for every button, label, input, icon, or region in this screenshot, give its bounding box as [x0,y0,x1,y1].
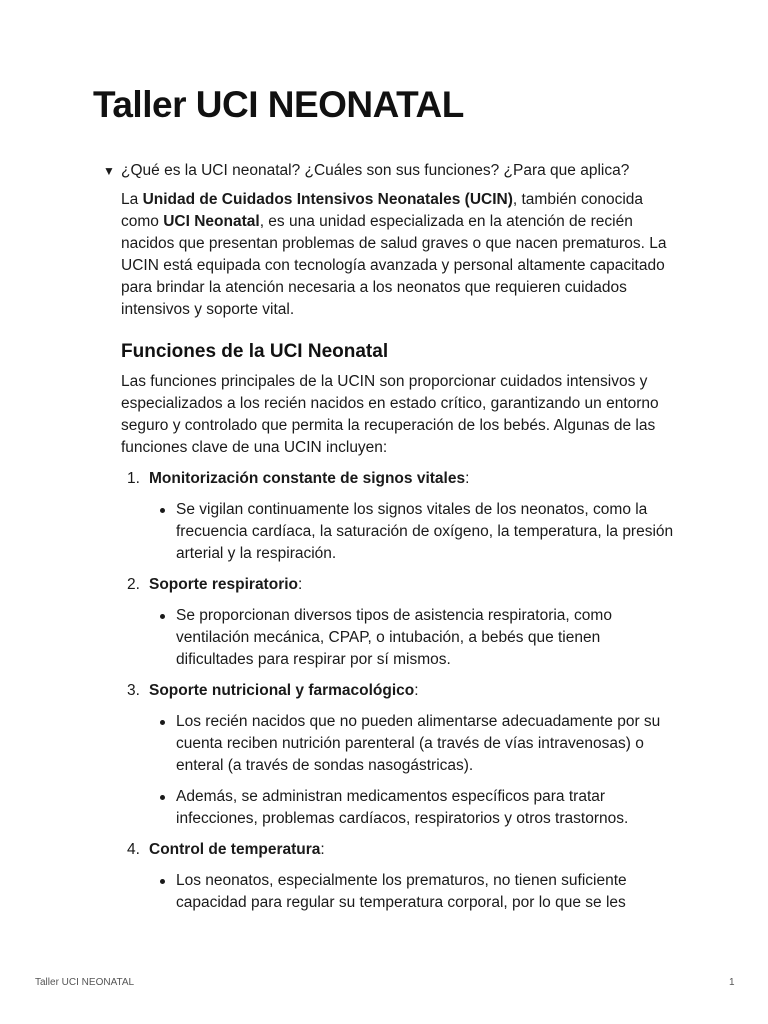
toggle-heading: ¿Qué es la UCI neonatal? ¿Cuáles son sus funciones? ¿Para que aplica? [121,162,630,179]
bullet-item: Se proporcionan diversos tipos de asistencia respiratoria, como ventilación mecánica, CPAP, o intubación, a bebés que tienen dificultades para respirar por sí mismos. [157,605,681,671]
triangle-down-icon[interactable]: ▼ [103,164,115,178]
list-item: 2. Soporte respiratorio: Se proporcionan diversos tipos de asistencia respiratoria, como ventilación mecánica, CPAP, o intubación, a bebés que tienen dificultades para respirar por sí mismos. [121,574,681,671]
intro-paragraph: La Unidad de Cuidados Intensivos Neonatales (UCIN), también conocida como UCI Neonatal, es una unidad especializada en la atención de recién nacidos que presentan problemas de salud graves o que nacen prematuros. La UCIN está equipada con tecnología avanzada y personal altamente capacitado para brindar la atención necesaria a los neonatos que requieren cuidados intensivos y soporte vital. [121,191,667,318]
list-item: 4. Control de temperatura: Los neonatos, especialmente los prematuros, no tienen suficiente capacidad para regular su temperatura corporal, por lo que se les [121,839,681,914]
toggle-content [121,189,681,923]
section-intro: Las funciones principales de la UCIN son proporcionar cuidados intensivos y especializados a los recién nacidos en estado crítico, garantizando un entorno seguro y controlado que permita la recuperación de los bebés. Algunas de las funciones clave de una UCIN incluyen: [121,373,659,456]
bold-term: Unidad de Cuidados Intensivos Neonatales (UCIN) [142,191,513,208]
bold-term: UCI Neonatal [163,213,260,230]
toggle-block-header[interactable] [103,160,629,182]
list-item-title: Soporte nutricional y farmacológico [149,682,415,699]
list-item-title: Monitorización constante de signos vitales [149,470,466,487]
list-item-title: Soporte respiratorio [149,576,298,593]
page-title: Taller UCI NEONATAL [93,84,464,125]
list-number: 4. [127,841,140,858]
section-heading: Funciones de la UCI Neonatal [121,341,389,362]
bullet-list [121,711,681,830]
bullet-item: Los recién nacidos que no pueden alimentarse adecuadamente por su cuenta reciben nutrición parenteral (a través de vías intravenosas) o enteral (a través de sondas nasogástricas). [157,711,681,777]
list-item-title: Control de temperatura [149,841,321,858]
list-number: 3. [127,682,140,699]
bullet-list [121,870,681,914]
footer-title: Taller UCI NEONATAL [35,977,135,988]
bullet-item: Además, se administran medicamentos específicos para tratar infecciones, problemas cardíacos, respiratorios y otros trastornos. [157,786,681,830]
list-number: 1. [127,470,140,487]
bullet-list [121,499,681,565]
bullet-item: Se vigilan continuamente los signos vitales de los neonatos, como la frecuencia cardíaca, la saturación de oxígeno, la temperatura, la presión arterial y la respiración. [157,499,681,565]
bullet-list [121,605,681,671]
list-item: 3. Soporte nutricional y farmacológico: Los recién nacidos que no pueden alimentarse adecuadamente por su cuenta reciben nutrición parenteral (a través de vías intravenosas) o enteral (a través de sondas nasogástricas). Además, se administran medicamentos específicos para tratar infecciones, problemas cardíacos, respiratorios y otros trastornos. [121,680,681,830]
list-number: 2. [127,576,140,593]
bullet-item: Los neonatos, especialmente los prematuros, no tienen suficiente capacidad para regular su temperatura corporal, por lo que se les [157,870,681,914]
page-number: 1 [729,977,735,988]
list-item: 1. Monitorización constante de signos vitales: Se vigilan continuamente los signos vitales de los neonatos, como la frecuencia cardíaca, la saturación de oxígeno, la temperatura, la presión arterial y la respiración. [121,468,681,565]
functions-list [121,468,681,914]
